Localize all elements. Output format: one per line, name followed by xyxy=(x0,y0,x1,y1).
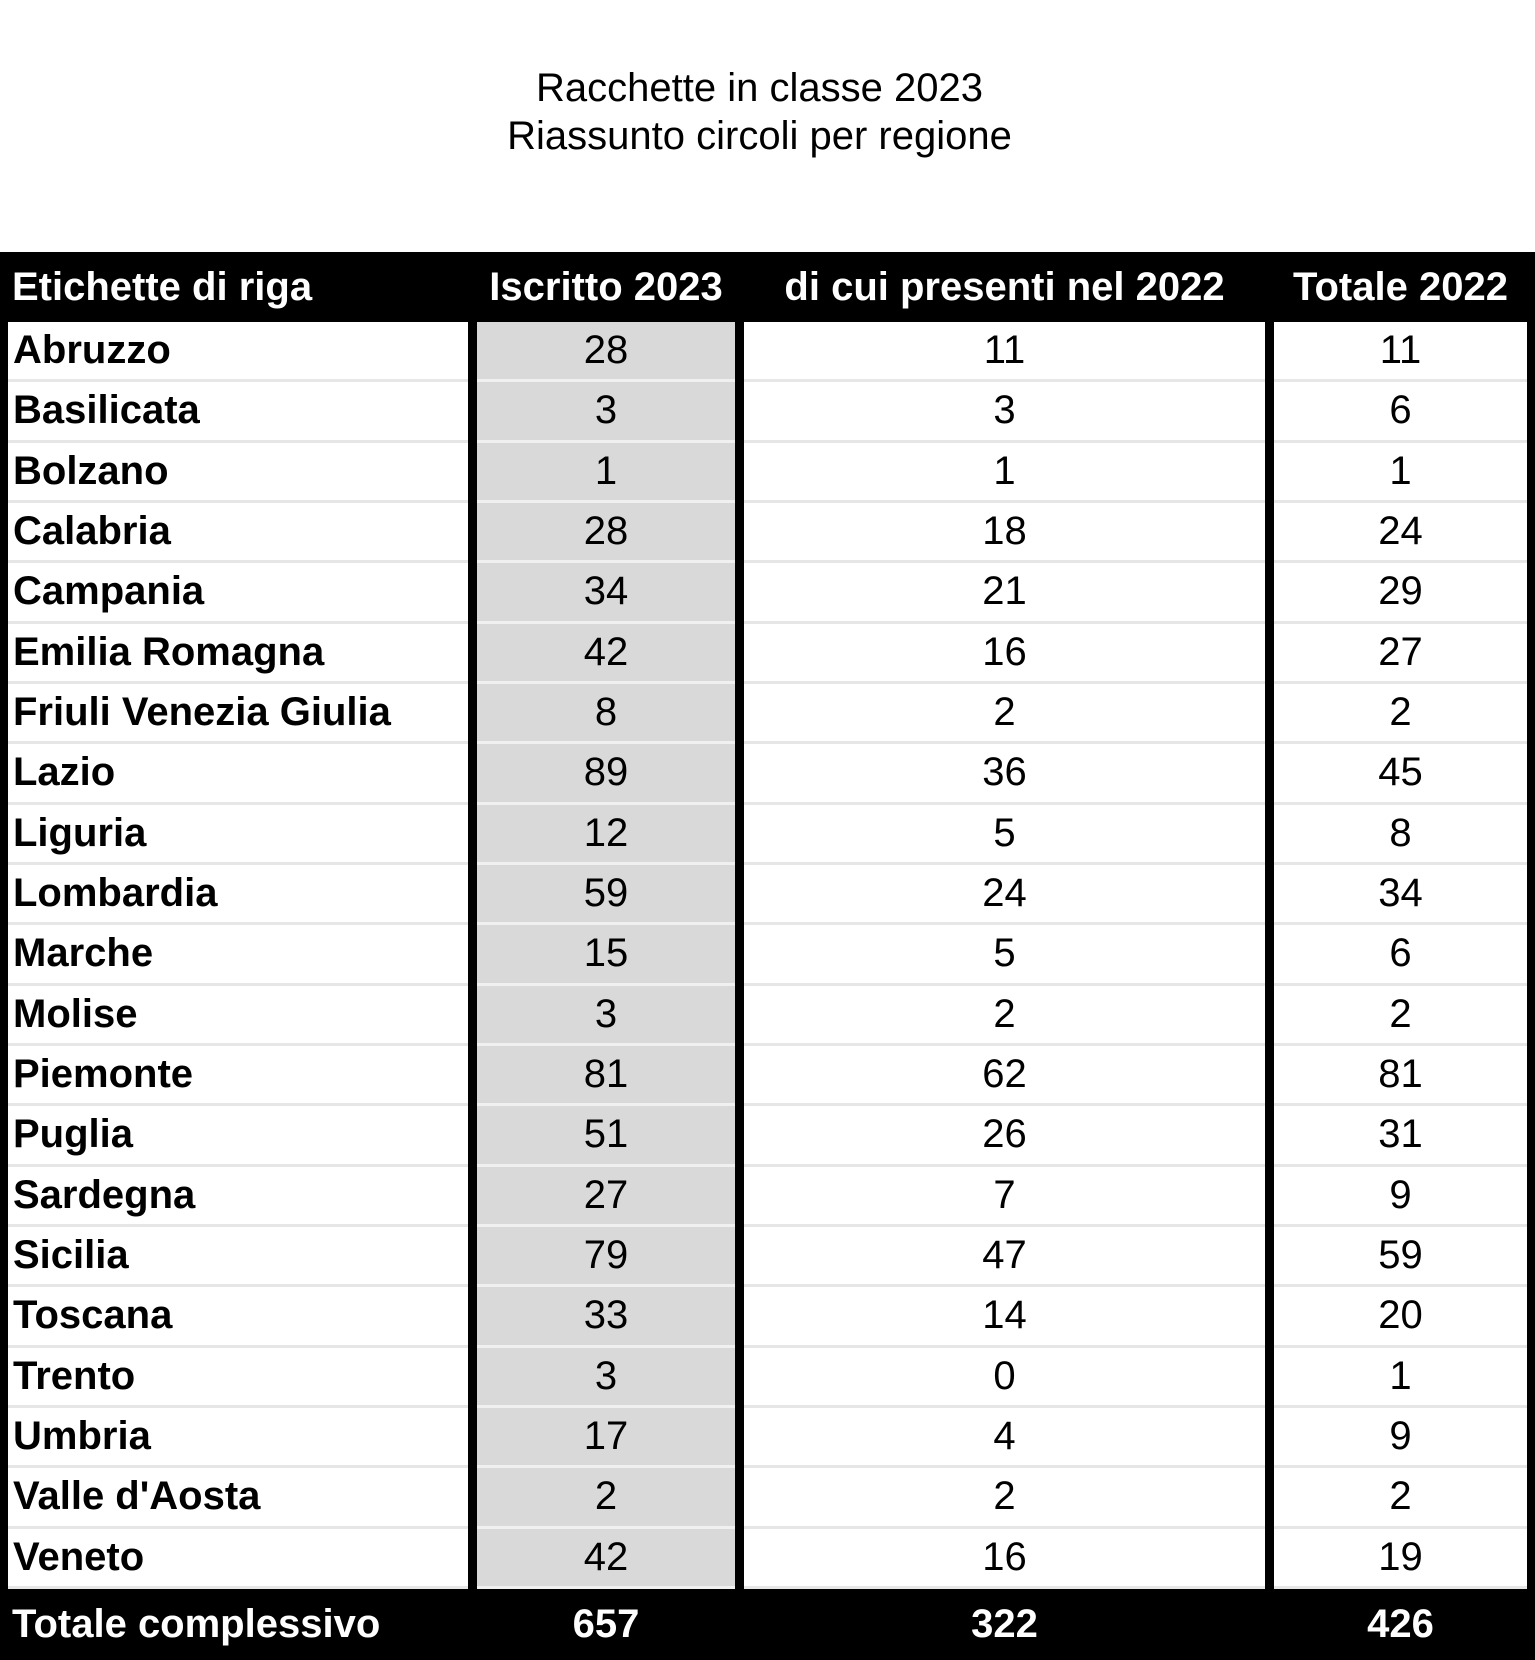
cell-region-name: Sardegna xyxy=(8,1167,468,1227)
cell-region-name: Liguria xyxy=(8,805,468,865)
table-row xyxy=(0,1468,1535,1528)
cell-region-name: Marche xyxy=(8,925,468,985)
cell-region-name: Basilicata xyxy=(8,382,468,442)
cell-iscritto-2023: 27 xyxy=(477,1167,735,1227)
cell-totale-2022: 24 xyxy=(1274,503,1527,563)
cell-iscritto-2023: 3 xyxy=(477,1348,735,1408)
total-label: Totale complessivo xyxy=(12,1602,381,1646)
cell-region-name: Lombardia xyxy=(8,865,468,925)
cell-region-name: Friuli Venezia Giulia xyxy=(8,684,468,744)
cell-iscritto-2023: 81 xyxy=(477,1046,735,1106)
table-row xyxy=(0,1106,1535,1166)
cell-iscritto-2023: 12 xyxy=(477,805,735,865)
cell-region-name: Sicilia xyxy=(8,1227,468,1287)
cell-presenti-2022: 2 xyxy=(744,986,1265,1046)
cell-iscritto-2023: 17 xyxy=(477,1408,735,1468)
table-row xyxy=(0,1287,1535,1347)
cell-totale-2022: 6 xyxy=(1274,925,1527,985)
table-row xyxy=(0,1227,1535,1287)
cell-presenti-2022: 0 xyxy=(744,1348,1265,1408)
cell-presenti-2022: 1 xyxy=(744,443,1265,503)
table-row xyxy=(0,1167,1535,1227)
cell-totale-2022: 81 xyxy=(1274,1046,1527,1106)
title-line-2: Riassunto circoli per regione xyxy=(507,114,1012,158)
table-row xyxy=(0,1046,1535,1106)
cell-region-name: Lazio xyxy=(8,744,468,804)
cell-iscritto-2023: 42 xyxy=(477,1529,735,1589)
cell-iscritto-2023: 89 xyxy=(477,744,735,804)
table-header-row xyxy=(0,252,1535,322)
header-iscritto-2023: Iscritto 2023 xyxy=(489,264,723,309)
table-row xyxy=(0,744,1535,804)
cell-totale-2022: 9 xyxy=(1274,1408,1527,1468)
cell-region-name: Puglia xyxy=(8,1106,468,1166)
cell-region-name: Veneto xyxy=(8,1529,468,1589)
cell-region-name: Umbria xyxy=(8,1408,468,1468)
total-presenti-2022: 322 xyxy=(971,1602,1038,1646)
table-row xyxy=(0,382,1535,442)
header-totale-2022: Totale 2022 xyxy=(1293,264,1508,309)
cell-iscritto-2023: 3 xyxy=(477,382,735,442)
cell-totale-2022: 27 xyxy=(1274,624,1527,684)
table-row xyxy=(0,925,1535,985)
cell-region-name: Calabria xyxy=(8,503,468,563)
table-row xyxy=(0,322,1535,382)
document-title xyxy=(0,64,1519,160)
cell-totale-2022: 9 xyxy=(1274,1167,1527,1227)
cell-presenti-2022: 26 xyxy=(744,1106,1265,1166)
cell-presenti-2022: 36 xyxy=(744,744,1265,804)
cell-totale-2022: 29 xyxy=(1274,563,1527,623)
table-row xyxy=(0,1529,1535,1589)
title-line-1: Racchette in classe 2023 xyxy=(536,66,983,110)
cell-presenti-2022: 5 xyxy=(744,805,1265,865)
cell-iscritto-2023: 51 xyxy=(477,1106,735,1166)
cell-totale-2022: 11 xyxy=(1274,322,1527,382)
total-iscritto-2023: 657 xyxy=(572,1602,640,1646)
cell-presenti-2022: 16 xyxy=(744,624,1265,684)
cell-region-name: Valle d'Aosta xyxy=(8,1468,468,1528)
cell-presenti-2022: 16 xyxy=(744,1529,1265,1589)
cell-iscritto-2023: 34 xyxy=(477,563,735,623)
table-row xyxy=(0,503,1535,563)
header-row-label: Etichette di riga xyxy=(12,264,313,309)
cell-presenti-2022: 14 xyxy=(744,1287,1265,1347)
cell-iscritto-2023: 42 xyxy=(477,624,735,684)
cell-region-name: Piemonte xyxy=(8,1046,468,1106)
cell-region-name: Trento xyxy=(8,1348,468,1408)
table-row xyxy=(0,563,1535,623)
cell-region-name: Abruzzo xyxy=(8,322,468,382)
cell-totale-2022: 19 xyxy=(1274,1529,1527,1589)
cell-totale-2022: 34 xyxy=(1274,865,1527,925)
cell-totale-2022: 20 xyxy=(1274,1287,1527,1347)
cell-iscritto-2023: 2 xyxy=(477,1468,735,1528)
total-totale-2022: 426 xyxy=(1367,1602,1434,1646)
cell-totale-2022: 8 xyxy=(1274,805,1527,865)
table-row xyxy=(0,443,1535,503)
cell-iscritto-2023: 8 xyxy=(477,684,735,744)
cell-presenti-2022: 21 xyxy=(744,563,1265,623)
cell-totale-2022: 6 xyxy=(1274,382,1527,442)
table-row xyxy=(0,865,1535,925)
cell-totale-2022: 2 xyxy=(1274,684,1527,744)
table-row xyxy=(0,1408,1535,1468)
table-row xyxy=(0,986,1535,1046)
table-body xyxy=(0,322,1535,1589)
header-presenti-2022: di cui presenti nel 2022 xyxy=(784,264,1225,309)
cell-presenti-2022: 18 xyxy=(744,503,1265,563)
cell-iscritto-2023: 59 xyxy=(477,865,735,925)
cell-presenti-2022: 7 xyxy=(744,1167,1265,1227)
table-row xyxy=(0,1348,1535,1408)
cell-totale-2022: 31 xyxy=(1274,1106,1527,1166)
summary-table xyxy=(0,252,1535,1660)
cell-iscritto-2023: 28 xyxy=(477,503,735,563)
cell-iscritto-2023: 79 xyxy=(477,1227,735,1287)
cell-totale-2022: 59 xyxy=(1274,1227,1527,1287)
cell-region-name: Molise xyxy=(8,986,468,1046)
cell-presenti-2022: 5 xyxy=(744,925,1265,985)
cell-iscritto-2023: 15 xyxy=(477,925,735,985)
cell-region-name: Emilia Romagna xyxy=(8,624,468,684)
table-row xyxy=(0,805,1535,865)
cell-presenti-2022: 4 xyxy=(744,1408,1265,1468)
cell-iscritto-2023: 1 xyxy=(477,443,735,503)
cell-totale-2022: 1 xyxy=(1274,1348,1527,1408)
cell-iscritto-2023: 28 xyxy=(477,322,735,382)
cell-totale-2022: 2 xyxy=(1274,1468,1527,1528)
cell-region-name: Bolzano xyxy=(8,443,468,503)
cell-region-name: Toscana xyxy=(8,1287,468,1347)
table-row xyxy=(0,684,1535,744)
cell-totale-2022: 1 xyxy=(1274,443,1527,503)
cell-presenti-2022: 24 xyxy=(744,865,1265,925)
cell-presenti-2022: 62 xyxy=(744,1046,1265,1106)
cell-presenti-2022: 2 xyxy=(744,1468,1265,1528)
cell-presenti-2022: 3 xyxy=(744,382,1265,442)
cell-presenti-2022: 11 xyxy=(744,322,1265,382)
cell-presenti-2022: 2 xyxy=(744,684,1265,744)
table-row xyxy=(0,624,1535,684)
table-total-row xyxy=(0,1589,1535,1660)
cell-iscritto-2023: 33 xyxy=(477,1287,735,1347)
cell-totale-2022: 2 xyxy=(1274,986,1527,1046)
cell-presenti-2022: 47 xyxy=(744,1227,1265,1287)
cell-region-name: Campania xyxy=(8,563,468,623)
cell-totale-2022: 45 xyxy=(1274,744,1527,804)
cell-iscritto-2023: 3 xyxy=(477,986,735,1046)
